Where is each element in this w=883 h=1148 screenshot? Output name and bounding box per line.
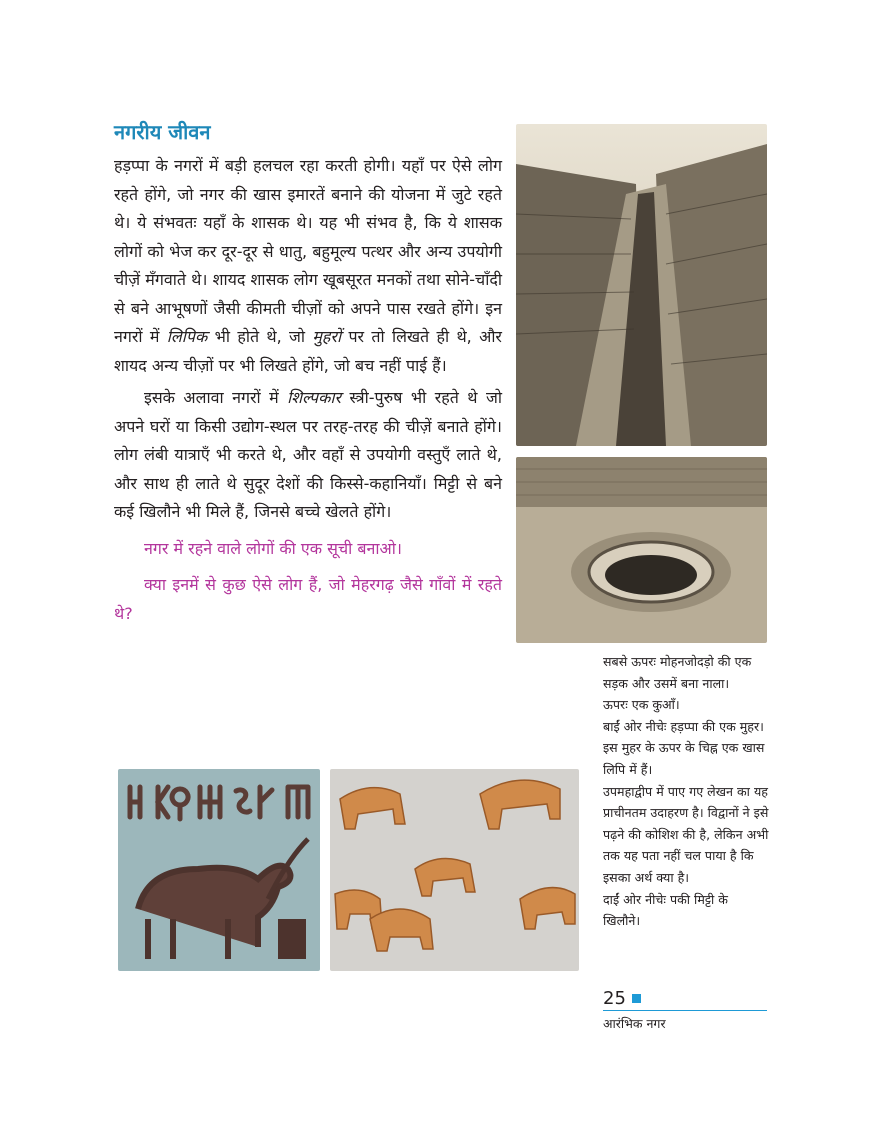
- clay-toys-photo: [330, 769, 579, 971]
- term-lipik: लिपिक: [166, 327, 208, 346]
- body-text: [114, 152, 502, 628]
- text-span: हड़प्पा के नगरों में बड़ी हलचल रहा करती होगी। यहाँ पर ऐसे लोग रहते होंगे, जो नगर की खास इमारतें बनाने की योजना में जुटे रहते थे। ये संभवतः यहाँ के शासक थे। यह भी संभव है, कि ये शासक लोगों को भेज कर दूर-दूर से धातु, बहुमूल्य पत्थर और अन्य उपयोगी चीज़ें मँगवाते थे। शायद शासक लोग खूबसूरत मनकों तथा सोने-चाँदी से बने आभूषणों जैसी कीमती चीज़ों को अपने पास रखते होंगे। इन नगरों में: [114, 156, 502, 346]
- caption-line: बाईं ओर नीचेः हड़प्पा की एक मुहर।: [603, 718, 764, 734]
- square-marker-icon: [632, 994, 641, 1003]
- term-muhar: मुहरों: [312, 327, 342, 346]
- caption-line: ऊपरः एक कुआँ।: [603, 697, 680, 713]
- question-1: नगर में रहने वाले लोगों की एक सूची बनाओ।: [144, 538, 402, 558]
- text-span: भी होते थे, जो: [207, 327, 313, 346]
- drain-street-photo: [516, 124, 767, 446]
- caption-line: सबसे ऊपरः मोहनजोदड़ो की एक सड़क और उसमें बना नाला।: [603, 654, 752, 691]
- footer-divider: [603, 1010, 767, 1011]
- text-span: पर तो लिखते ही थे, और शायद अन्य चीज़ों पर भी लिखते होंगे, जो बच नहीं पाई हैं।: [114, 327, 502, 375]
- well-photo: [516, 457, 767, 643]
- paragraph-1: [114, 152, 502, 380]
- page-number: [603, 988, 641, 1009]
- harappan-seal-photo: [118, 769, 320, 971]
- question-2: क्या इनमें से कुछ ऐसे लोग हैं, जो मेहरगढ़ जैसे गाँवों में रहते थे?: [114, 575, 502, 623]
- page-number-text: 25: [603, 988, 626, 1009]
- photo-caption: [603, 651, 769, 932]
- paragraph-2: [114, 384, 502, 527]
- term-shilpkar: शिल्पकार: [287, 388, 342, 407]
- caption-line: दाईं ओर नीचेः पकी मिट्टी के खिलौने।: [603, 891, 728, 929]
- text-span: स्त्री-पुरुष भी रहते थे जो अपने घरों या किसी उद्योग-स्थल पर तरह-तरह की चीज़ें बनाते होंगे। लोग लंबी यात्राएँ भी करते थे, और वहाँ से उपयोगी वस्तुएँ लाते थे, और साथ ही लाते थे सुदूर देशों की किस्से-कहानियाँ। मिट्टी से बने कई खिलौने भी मिले हैं, जिनसे बच्चे खेलते होंगे।: [114, 388, 502, 521]
- text-span: इसके अलावा नगरों में: [144, 388, 288, 407]
- section-heading: नगरीय जीवन: [114, 120, 211, 144]
- caption-line: इस मुहर के ऊपर के चिह्न एक खास लिपि में हैं।: [603, 740, 765, 777]
- chapter-title: आरंभिक नगर: [603, 1016, 666, 1031]
- caption-line: उपमहाद्वीप में पाए गए लेखन का यह प्राचीनतम उदाहरण है। विद्वानों ने इसे पढ़ने की कोशिश की है, लेकिन अभी तक यह पता नहीं चल पाया है कि इसका अर्थ क्या है।: [603, 783, 769, 885]
